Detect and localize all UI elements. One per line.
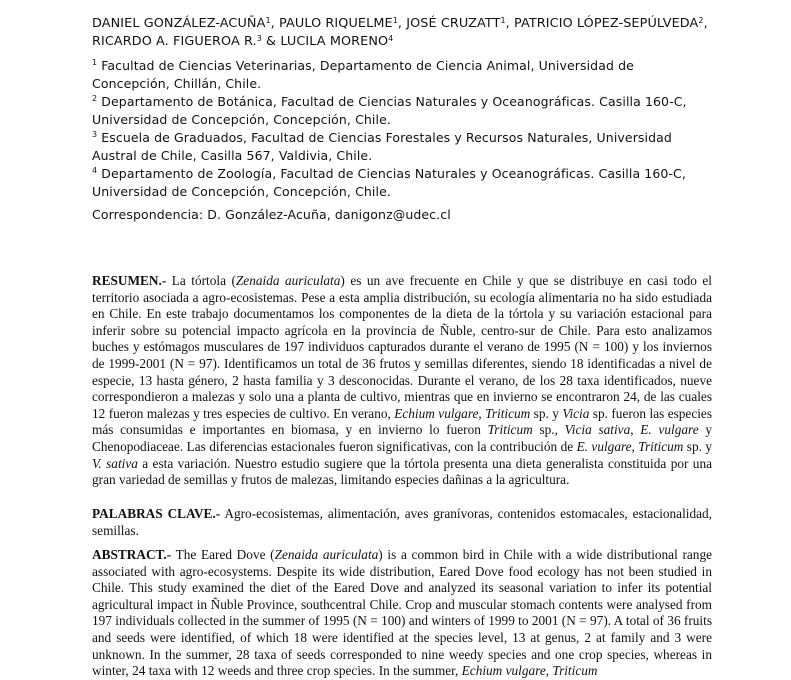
text-run: sp. y — [683, 438, 712, 454]
author-name: PATRICIO LÓPEZ-SEPÚLVEDA — [514, 16, 699, 31]
italic-term: Zenaida auriculata — [235, 273, 341, 288]
italic-term: Vicia — [562, 405, 590, 421]
italic-term: E. vulgare — [640, 422, 699, 438]
palabras-clave-heading: PALABRAS CLAVE.- — [92, 506, 221, 521]
author-affiliation-mark: 3 — [256, 34, 262, 43]
text-run: , — [545, 663, 553, 679]
author-name: PAULO RIQUELME — [279, 16, 393, 31]
author-affiliation-mark: 1 — [265, 16, 271, 25]
italic-term: Triticum — [485, 405, 531, 421]
text-run: ) es un ave frecuente en Chile y que se distribuye en casi todo el territorio asociada a agro-ecosistemas. Pese a esta amplia distribución, su ecología alimentaria no ha sido estudiada en Chile. En este trabajo documentamos los componentes de la dieta de la tórtola y su variación estacional para inferir sobre su potencial impacto agrícola en la provincia de Ñuble, centro-sur de Chile. Para esto analizamos buches y estómagos musculares de 197 individuos capturados durante el verano de 1995 (N = 100) y los inviernos de 1999-2001 (N = 97). Identificamos un total de 36 frutos y semillas diferentes, siendo 18 identificadas a nivel de especie, 13 hasta género, 2 hasta familia y 3 desconocidas. Durante el verano, de los 28 taxa identificados, nueve correspondieron a malezas y solo una a planta de cultivo, mientras que en invierno se encontraron 24, de las cuales 12 fueron malezas y tres especies de cultivo. En verano, — [92, 273, 712, 421]
text-run: sp. fueron las especies más consumidas e importantes en biomasa, y en invierno lo fueron — [92, 405, 712, 438]
text-run: sp., — [532, 422, 565, 438]
abstract-paragraph — [92, 547, 712, 680]
text-run: , — [631, 438, 639, 454]
text-run: a esta variación. Nuestro estudio sugiere que la tórtola presenta una dieta generalista constituida por una gran variedad de semillas y frutos de malezas, limitando especies dañinas a la agricultura. — [92, 455, 712, 488]
author-affiliation-mark: 4 — [388, 34, 394, 43]
italic-term: Triticum — [638, 438, 684, 454]
affiliation-item — [92, 165, 712, 201]
affiliation-line: Austral de Chile, Casilla 567, Valdivia, Chile. — [92, 148, 373, 163]
affiliation-number: 1 — [92, 58, 98, 67]
palabras-clave-paragraph — [92, 506, 712, 539]
italic-term: Echium vulgare — [394, 405, 479, 421]
italic-term: Zenaida auriculata — [274, 547, 379, 562]
text-run: The Eared Dove ( — [171, 547, 275, 562]
affiliations — [92, 57, 712, 201]
author-line-2 — [92, 33, 712, 51]
text-run: y Chenopodiaceae. Las diferencias estacionales fueron significativas, con la contribución de — [92, 422, 712, 454]
author-name: DANIEL GONZÁLEZ-ACUÑA — [92, 16, 266, 31]
affiliation-item — [92, 93, 712, 129]
italic-term: Triticum — [487, 422, 533, 438]
resumen-body — [92, 273, 712, 487]
palabras-clave-text: Agro-ecosistemas, alimentación, aves granívoras, contenidos estomacales, estacionalidad, semillas. — [92, 506, 712, 538]
affiliation-line: Departamento de Botánica, Facultad de Ciencias Naturales y Oceanográficas. Casilla 160-C, — [101, 94, 687, 109]
author-affiliation-mark: 1 — [500, 16, 506, 25]
correspondence-text: Correspondencia: D. González-Acuña, danigonz@udec.cl — [92, 207, 451, 222]
italic-term: Echium vulgare — [461, 663, 546, 679]
author-separator: , — [270, 16, 279, 31]
affiliation-item — [92, 129, 712, 165]
italic-term: E. vulgare — [576, 438, 632, 454]
italic-term: Vicia sativa — [564, 422, 631, 438]
affiliation-line: Universidad de Concepción, Concepción, Chile. — [92, 184, 391, 199]
affiliation-line: Departamento de Zoología, Facultad de Ciencias Naturales y Oceanográficas. Casilla 160-C, — [101, 166, 686, 181]
author-separator: , — [505, 16, 515, 31]
affiliation-number: 2 — [92, 94, 98, 103]
affiliation-number: 4 — [92, 166, 98, 175]
affiliation-line: Escuela de Graduados, Facultad de Ciencias Forestales y Recursos Naturales, Universidad — [101, 130, 672, 145]
text-run: La tórtola ( — [166, 273, 236, 288]
text-run: , — [478, 405, 486, 421]
italic-term: V. sativa — [92, 455, 138, 471]
text-run: ) is a common bird in Chile with a wide distributional range associated with agro-ecosystems. Despite its wide distribution, Eared Dove food ecology has not been studied in Chile. This study examined the diet of the Eared Dove and analyzed its seasonal variation to infer its potential agricultural impact in Ñuble Province, southcentral Chile. Crop and muscular stomach contents were analysed from 197 individuals collected in the summer of 1995 (N = 100) and winters of 1999 to 2001 (N = 97). A total of 36 fruits and seeds were identified, of which 18 were identified at the species level, 13 at genus, 2 at family and 3 were unknown. In the summer, 28 taxa of seeds corresponded to nine weedy species and one crop species, whereas in winter, 24 taxa with 12 weeds and three crop species. In the summer, — [92, 547, 713, 679]
author-separator: , — [703, 16, 708, 31]
resumen-heading: RESUMEN.- — [92, 273, 167, 288]
author-separator: & — [261, 34, 281, 49]
author-affiliation-mark: 2 — [698, 16, 704, 25]
author-name: LUCILA MORENO — [280, 34, 389, 49]
text-run: , — [630, 422, 641, 438]
affiliation-number: 3 — [92, 130, 98, 139]
correspondence — [92, 206, 712, 224]
affiliation-item — [92, 57, 712, 93]
author-affiliation-mark: 1 — [392, 16, 398, 25]
author-line-1 — [92, 15, 712, 33]
abstract-heading: ABSTRACT.- — [92, 547, 172, 562]
author-name: RICARDO A. FIGUEROA R. — [92, 34, 257, 49]
text-run: sp. y — [530, 405, 563, 421]
italic-term: Triticum — [552, 663, 598, 679]
abstract-body — [92, 547, 712, 678]
author-separator: , — [397, 16, 407, 31]
affiliation-line: Universidad de Concepción, Concepción, Chile. — [92, 112, 391, 127]
affiliation-line: Facultad de Ciencias Veterinarias, Departamento de Ciencia Animal, Universidad de — [101, 58, 634, 73]
resumen-paragraph — [92, 273, 712, 489]
author-name: JOSÉ CRUZATT — [406, 16, 501, 31]
author-list — [92, 15, 712, 51]
affiliation-line: Concepción, Chillán, Chile. — [92, 76, 262, 91]
